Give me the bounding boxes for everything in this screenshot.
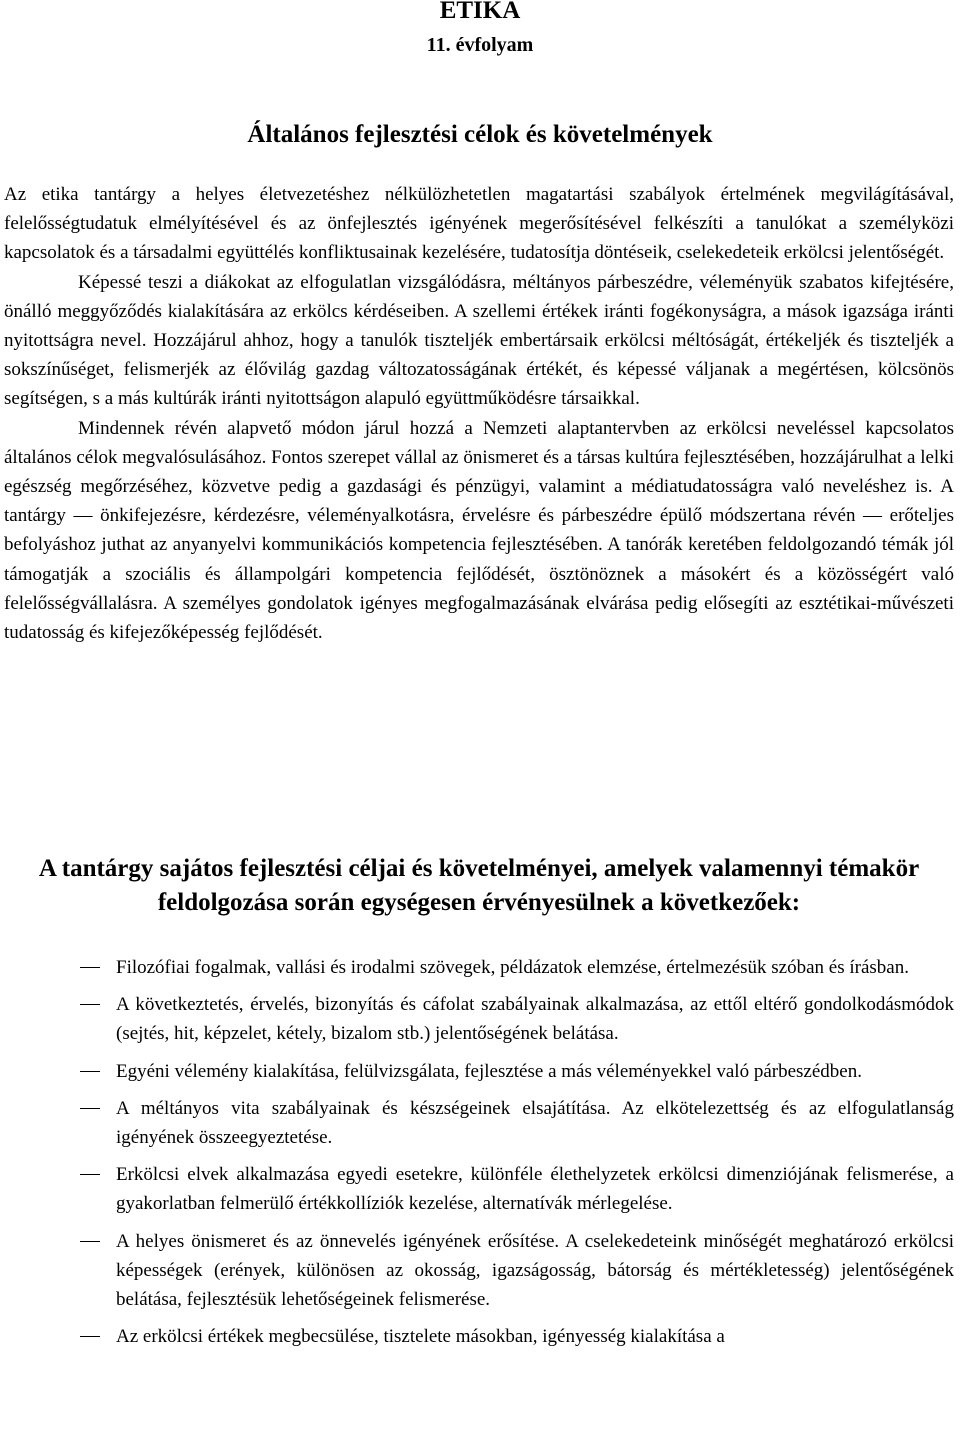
paragraph-contribution: Mindennek révén alapvető módon járul hozzá a Nemzeti alaptantervben az erkölcsi neveléssel kapcsolatos általános célok megvalósulásához. Fontos szerepet vállal az önismeret és a társas kultúra fejlesztésében, hozzájárulhat a lelki egészség megőrzéséhez, közvetve pedig a gazdasági és pénzügyi, valamint a médiatudatosságra való neveléshez is. A tantárgy — önkifejezésre, kérdezésre, véleményalkotásra, érvelésre és párbeszédre épülő módszertana révén — erőteljes befolyáshoz juthat az anyanyelvi kommunikációs kompetencia fejlesztésében. A tanórák keretében feldolgozandó témák jól támogatják a szociális és állampolgári kompetencia fejlődését, ösztönöznek a másokért és a közösségért való felelősségvállalásra. A személyes gondolatok igényes megfogalmazásának elvárása pedig elősegíti az esztétikai-művészeti tudatosság és kifejezőképesség fejlődését. bbox=[4, 417, 954, 644]
list-item-text: Filozófiai fogalmak, vallási és irodalmi szövegek, példázatok elemzése, értelmezésük szóban és írásban. bbox=[116, 957, 909, 978]
list-item bbox=[0, 1160, 956, 1218]
list-item-text: A méltányos vita szabályainak és készségeinek elsajátítása. Az elkötelezettség és az elfogulatlanság igényének összeegyeztetése. bbox=[116, 1097, 954, 1149]
dash-bullet-icon bbox=[80, 967, 100, 968]
list-item-text: Egyéni vélemény kialakítása, felülvizsgálata, fejlesztése a más véleményekkel való párbeszédben. bbox=[116, 1060, 862, 1082]
specific-goals-list bbox=[0, 953, 956, 1359]
paragraph-abilities: Képessé teszi a diákokat az elfogulatlan vizsgálódásra, méltányos párbeszédre, véleményük szabatos kifejtésére, önálló meggyőződés kialakítására az erkölcs kérdéseiben. A szellemi értékek iránti fogékonyságra, a mások igazsága iránti nyitottságra nevel. Hozzájárul ahhoz, hogy a tanulók tiszteljék embertársaik erkölcsi méltóságát, értékeljék és tiszteljék a sokszínűséget, felismerjék az élővilág gazdag változatosságának értékét, és képessé váljanak a megértésen, kölcsönös segítségen, s a más kultúrák iránti nyitottságon alapuló együttműködésre társaikkal. bbox=[4, 271, 954, 410]
document-title: ETIKA bbox=[439, 0, 521, 24]
list-item-text: Erkölcsi elvek alkalmazása egyedi esetekre, különféle élethelyzetek erkölcsi dimenziójának felismerése, a gyakorlatban felmerülő értékkollíziók kezelése, alternatívák mérlegelése. bbox=[116, 1164, 954, 1215]
general-goals-body bbox=[4, 180, 954, 647]
list-item bbox=[0, 1094, 956, 1152]
dash-bullet-icon bbox=[80, 1174, 100, 1175]
list-item-text: A helyes önismeret és az önnevelés igényének erősítése. A cselekedeteink minőségét meghatározó erkölcsi képességek (erények, különösen az okosság, igazságosság, bátorság és mértékletesség) jelentőségének belátása, fejlesztésük lehetőségeinek felismerése. bbox=[116, 1230, 954, 1311]
section-title-general-goals: Általános fejlesztési célok és követelmények bbox=[247, 121, 713, 148]
list-item bbox=[0, 1322, 956, 1351]
paragraph-intro: Az etika tantárgy a helyes életvezetéshez nélkülözhetetlen magatartási szabályok értelmének megvilágításával, felelősségtudatuk elmélyítésével és az önfejlesztés igényének megerősítésével felkészíti a tanulókat a személyközi kapcsolatok és a társadalmi együttélés konfliktusainak kezelésére, tudatosítja döntéseik, cselekedeteik erkölcsi jelentőségét. bbox=[4, 184, 954, 264]
list-item-text: A következtetés, érvelés, bizonyítás és cáfolat szabályainak alkalmazása, az ettől eltérő gondolkodásmódok (sejtés, hit, képzelet, kétely, bizalom stb.) jelentőségének belátása. bbox=[116, 994, 954, 1045]
dash-bullet-icon bbox=[80, 1336, 100, 1337]
list-item-text: Az erkölcsi értékek megbecsülése, tisztelete másokban, igényesség kialakítása a bbox=[116, 1326, 725, 1348]
section-title-specific-goals: A tantárgy sajátos fejlesztési céljai és követelményei, amelyek valamennyi témakör feldolgozása során egységesen érvényesülnek a következőek: bbox=[38, 855, 920, 916]
list-item bbox=[0, 1227, 956, 1315]
list-item bbox=[0, 953, 956, 982]
grade-label: 11. évfolyam bbox=[426, 34, 534, 56]
dash-bullet-icon bbox=[80, 1004, 100, 1005]
list-item bbox=[0, 1057, 956, 1086]
dash-bullet-icon bbox=[80, 1108, 100, 1109]
dash-bullet-icon bbox=[80, 1071, 100, 1072]
dash-bullet-icon bbox=[80, 1241, 100, 1242]
list-item bbox=[0, 990, 956, 1048]
